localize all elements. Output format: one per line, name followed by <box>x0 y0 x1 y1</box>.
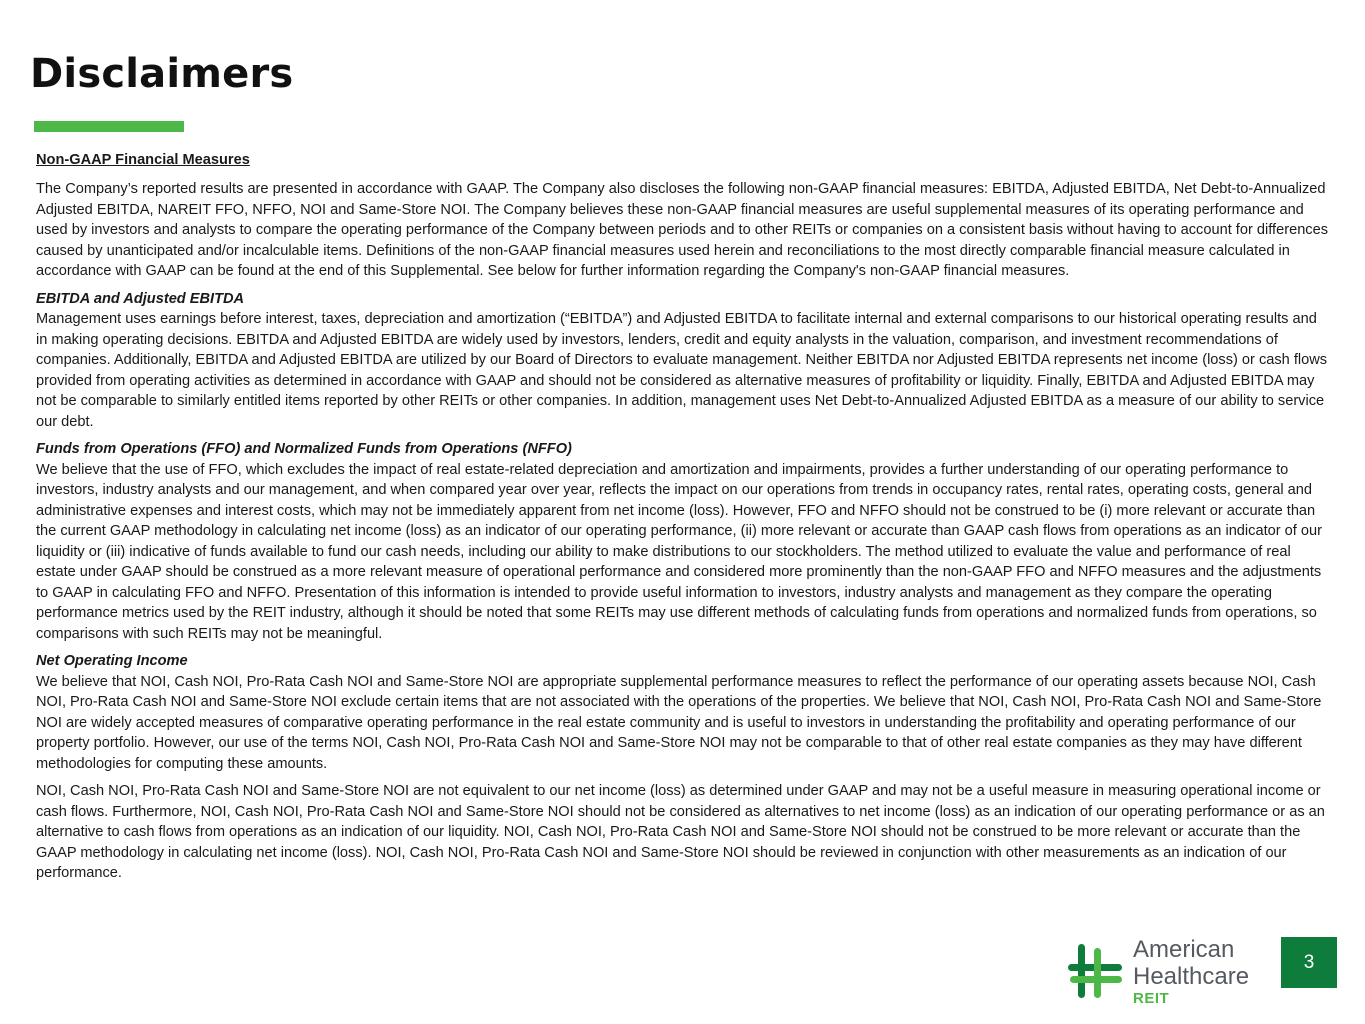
title-accent-bar <box>34 121 184 132</box>
section-heading: Non-GAAP Financial Measures <box>36 152 250 168</box>
logo-wordmark <box>1133 936 1249 1008</box>
ffo-section <box>36 439 1331 644</box>
ffo-heading: Funds from Operations (FFO) and Normalized Funds from Operations (NFFO) <box>36 441 572 457</box>
page-title: Disclaimers <box>30 51 294 97</box>
noi-heading: Net Operating Income <box>36 653 188 669</box>
ebitda-section <box>36 289 1331 433</box>
logo-line-healthcare: Healthcare <box>1133 963 1250 990</box>
company-logo <box>1066 936 1266 1012</box>
intro-paragraph: The Company’s reported results are presented in accordance with GAAP. The Company also discloses the following non-GAAP financial measures: EBITDA, Adjusted EBITDA, Net Debt-to-Annualized Adjusted EBITDA, NAREIT FFO, NFFO, NOI and Same-Store NOI. The Company believes these non-GAAP financial measures are useful supplemental measures of its operating performance and used by investors and analysts to compare the operating performance of the Company between periods and to other REITs or companies on a consistent basis without having to account for differences caused by unanticipated and/or incalculable items. Definitions of the non-GAAP financial measures used herein and reconciliations to the most directly comparable financial measure calculated in accordance with GAAP can be found at the end of this Supplemental. See below for further information regarding the Company's non-GAAP financial measures. <box>36 181 1329 279</box>
logo-line-reit: REIT <box>1133 990 1170 1007</box>
page-number-badge: 3 <box>1281 937 1337 988</box>
noi-section <box>36 651 1331 774</box>
ebitda-heading: EBITDA and Adjusted EBITDA <box>36 290 245 307</box>
disclaimer-body <box>36 150 1331 891</box>
cross-plus-icon <box>1066 942 1124 1000</box>
ebitda-paragraph: Management uses earnings before interest, taxes, depreciation and amortization (“EBITDA”) and Adjusted EBITDA to facilitate internal and external comparisons to our historical operating results and in making operating decisions. EBITDA and Adjusted EBITDA are widely used by investors, lenders, credit and equity analysts in the valuation, comparison, and investment recommendations of companies. Additionally, EBITDA and Adjusted EBITDA are utilized by our Board of Directors to evaluate management. Neither EBITDA nor Adjusted EBITDA represents net income (loss) or cash flows provided from operating activities as determined in accordance with GAAP and should not be considered as alternative measures of profitability or liquidity. Finally, EBITDA and Adjusted EBITDA may not be comparable to similarly entitled items reported by other REITs or other companies. In addition, management uses Net Debt-to-Annualized Adjusted EBITDA as a measure of our ability to service our debt. <box>36 311 1328 430</box>
logo-line-american: American <box>1133 936 1235 963</box>
noi-paragraph-2: NOI, Cash NOI, Pro-Rata Cash NOI and Same-Store NOI are not equivalent to our net income (loss) as determined under GAAP and may not be a useful measure in measuring operational income or cash flows. Furthermore, NOI, Cash NOI, Pro-Rata Cash NOI and Same-Store NOI should not be considered as alternatives to net income (loss) as an indication of our operating performance or as an alternative to cash flows from operations as an indication of our liquidity. NOI, Cash NOI, Pro-Rata Cash NOI and Same-Store NOI should not be construed to be more relevant or accurate than the GAAP methodology in calculating net income (loss). NOI, Cash NOI, Pro-Rata Cash NOI and Same-Store NOI should be reviewed in conjunction with other measurements as an indication of our performance. <box>36 783 1325 881</box>
ffo-paragraph: We believe that the use of FFO, which excludes the impact of real estate-related depreciation and amortization and impairments, provides a further understanding of our operating performance to investors, industry analysts and our management, and when compared year over year, reflects the impact on our operations from trends in occupancy rates, rental rates, operating costs, general and administrative expenses and interest costs, which may not be immediately apparent from net income (loss). However, FFO and NFFO should not be construed to be (i) more relevant or accurate than the current GAAP methodology in calculating net income (loss) as an indicator of our operating performance, (ii) more relevant or accurate than GAAP cash flows from operations as an indicator of our liquidity or (iii) indicative of funds available to fund our cash needs, including our ability to make distributions to our stockholders. The method utilized to evaluate the value and performance of real estate under GAAP should be construed as a more relevant measure of operational performance and considered more prominently than the non-GAAP FFO and NFFO measures and the adjustments to GAAP in calculating FFO and NFFO. Presentation of this information is intended to provide useful information to investors, industry analysts and management as they compare the operating performance metrics used by the REIT industry, although it should be noted that some REITs may use different methods of calculating funds from operations and normalized funds from operations, so comparisons with such REITs may not be meaningful. <box>36 461 1322 642</box>
noi-paragraph-1: We believe that NOI, Cash NOI, Pro-Rata Cash NOI and Same-Store NOI are appropriate supplemental performance measures to reflect the performance of our operating assets because NOI, Cash NOI, Pro-Rata Cash NOI and Same-Store NOI exclude certain items that are not associated with the operations of the properties. We believe that NOI, Cash NOI, Pro-Rata Cash NOI and Same-Store NOI are widely accepted measures of comparative operating performance in the real estate community and is useful to investors in understanding the profitability and operating performance of our property portfolio. However, our use of the terms NOI, Cash NOI, Pro-Rata Cash NOI and Same-Store NOI may not be comparable to that of other real estate companies as they may have different methodologies for computing these amounts. <box>36 673 1322 772</box>
